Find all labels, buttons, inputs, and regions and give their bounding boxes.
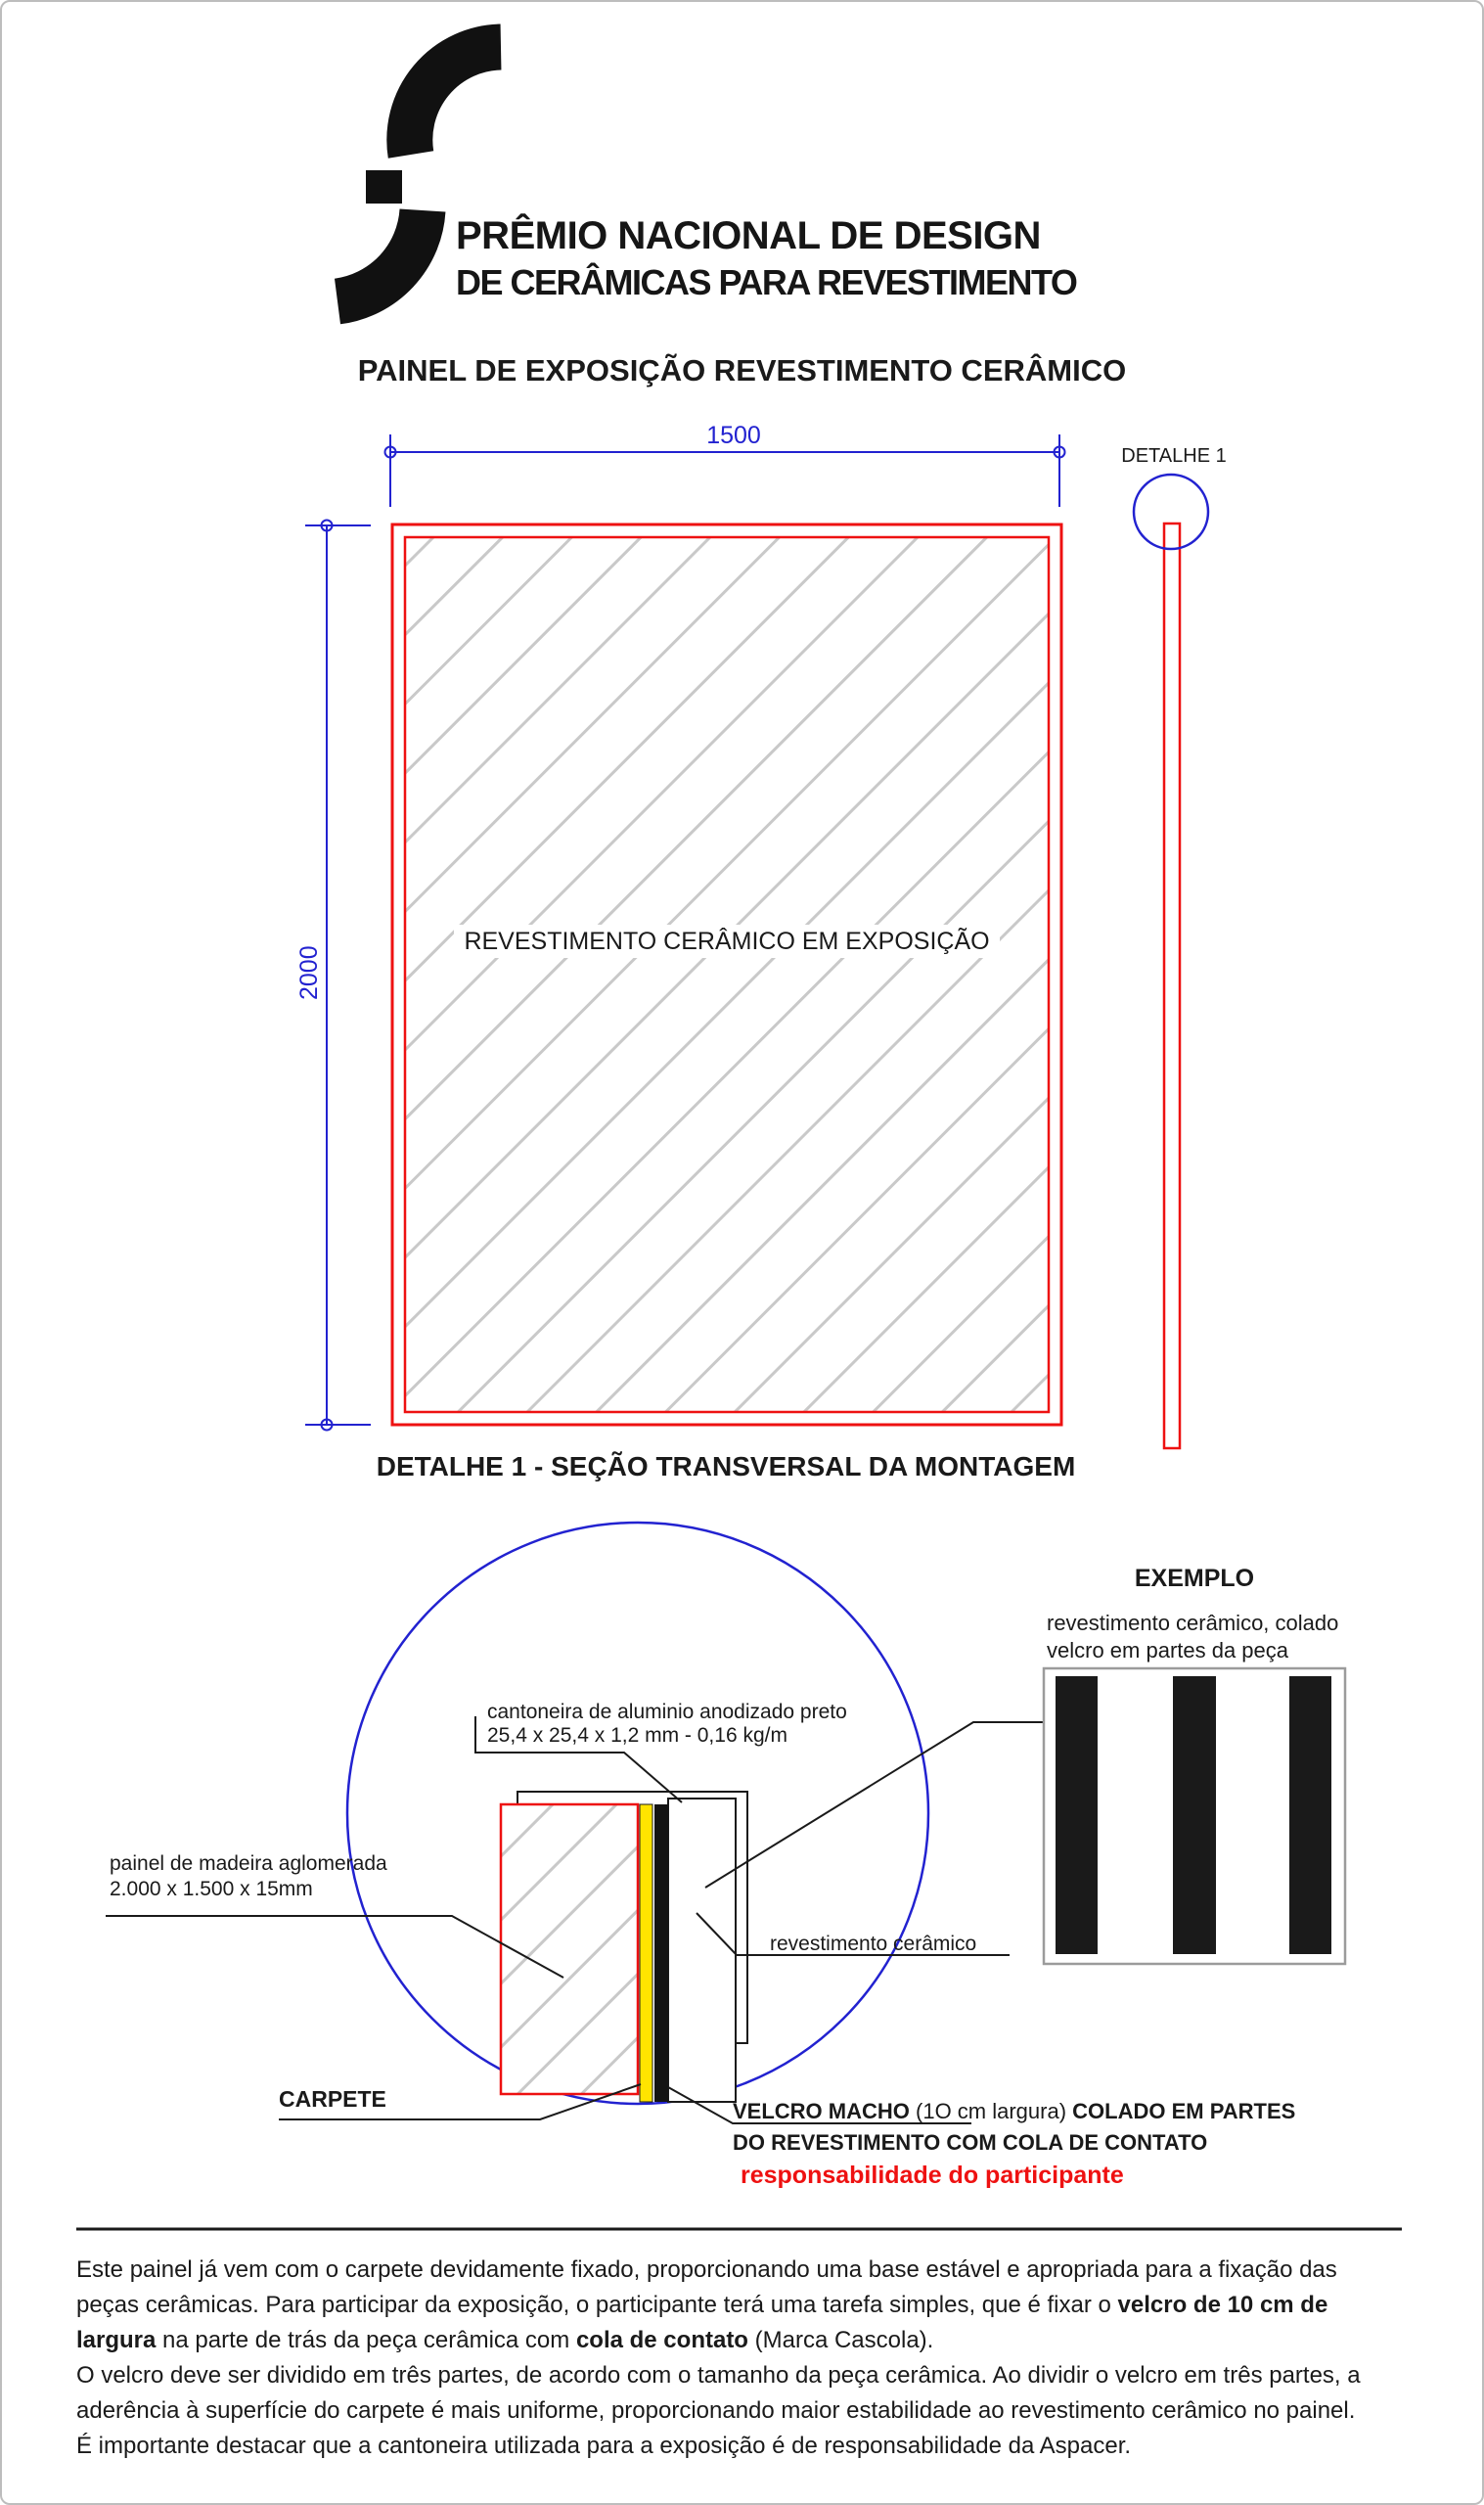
text-segment: cola de contato [575, 2327, 748, 2353]
exemplo-tile-graphic [1044, 1668, 1345, 1964]
detail-callout-label: DETALHE 1 [1121, 445, 1227, 467]
velcro-note-line1 [733, 2099, 1295, 2124]
paragraph-line [76, 2358, 1412, 2393]
text-segment: velcro de 10 cm de [1117, 2292, 1328, 2318]
exemplo-caption-line2: velcro em partes da peça [1047, 1638, 1289, 1662]
cantoneira-label [487, 1701, 847, 1748]
velcro-strip-2 [1173, 1676, 1216, 1954]
panel-front-view [392, 524, 1061, 1425]
velcro-note-responsibility: responsabilidade do participante [741, 2162, 1124, 2189]
text-segment: na parte de trás da peça cerâmica com [156, 2327, 576, 2353]
text-segment: aderência à superfície do carpete é mais uniforme, proporcionando maior estabilidade ao revestimento cerâmico no painel. [76, 2397, 1356, 2424]
revestimento-label: revestimento cerâmico [770, 1933, 977, 1955]
text-segment: Este painel já vem com o carpete devidamente fixado, proporcionando uma base estável e apropriada para a fixação das [76, 2256, 1337, 2283]
velcro-strip-1 [1056, 1676, 1098, 1954]
paragraph-line [76, 2393, 1412, 2429]
leader-madeira [106, 1916, 563, 1978]
cross-section [501, 1792, 747, 2102]
exemplo-caption [1047, 1610, 1338, 1664]
text-segment: VELCRO MACHO [733, 2099, 910, 2123]
panel-side-view [1134, 475, 1208, 1448]
dimension-height-value: 2000 [295, 945, 323, 1000]
detail-section-title: DETALHE 1 - SEÇÃO TRANSVERSAL DA MONTAGEM [376, 1451, 1076, 1481]
text-segment: (Marca Cascola). [747, 2327, 934, 2353]
carpete-layer [640, 1804, 652, 2102]
paragraph-line [76, 2288, 1412, 2323]
instructions-paragraph [76, 2253, 1412, 2464]
page-title: PAINEL DE EXPOSIÇÃO REVESTIMENTO CERÂMICO [357, 353, 1127, 387]
cantoneira-label-line2: 25,4 x 25,4 x 1,2 mm - 0,16 kg/m [487, 1724, 787, 1747]
text-segment: O velcro deve ser dividido em três partes, de acordo com o tamanho da peça cerâmica. Ao dividir o velcro em três partes, a [76, 2362, 1361, 2389]
velcro-layer [654, 1804, 668, 2102]
revestimento-layer [668, 1799, 736, 2102]
exemplo-caption-line1: revestimento cerâmico, colado [1047, 1611, 1339, 1635]
brand-title-line2: DE CERÂMICAS PARA REVESTIMENTO [456, 262, 1077, 302]
paragraph-line [76, 2323, 1412, 2358]
madeira-label-line2: 2.000 x 1.500 x 15mm [110, 1878, 313, 1900]
text-segment: É importante destacar que a cantoneira utilizada para a exposição é de responsabilidade da Aspacer. [76, 2433, 1132, 2459]
velcro-note-line2: DO REVESTIMENTO COM COLA DE CONTATO [733, 2130, 1208, 2155]
text-segment: COLADO EM PARTES [1072, 2099, 1296, 2123]
madeira-label [110, 1851, 387, 1902]
carpete-label: CARPETE [279, 2086, 386, 2112]
paragraph-line [76, 2253, 1412, 2288]
velcro-strip-3 [1289, 1676, 1331, 1954]
exemplo-title: EXEMPLO [1134, 1565, 1255, 1592]
paragraph-line [76, 2429, 1412, 2464]
text-segment: largura [76, 2327, 157, 2353]
madeira-layer [501, 1804, 638, 2094]
cantoneira-label-line1: cantoneira de aluminio anodizado preto [487, 1701, 847, 1723]
madeira-label-line1: painel de madeira aglomerada [110, 1852, 387, 1875]
dimension-width-value: 1500 [706, 422, 761, 449]
panel-hatch-label: REVESTIMENTO CERÂMICO EM EXPOSIÇÃO [392, 928, 1061, 956]
text-segment: peças cerâmicas. Para participar da exposição, o participante terá uma tarefa simples, que é fixar o [76, 2292, 1118, 2318]
brand-title-line1: PRÊMIO NACIONAL DE DESIGN [456, 214, 1041, 257]
text-segment: (1O cm largura) [909, 2099, 1073, 2123]
